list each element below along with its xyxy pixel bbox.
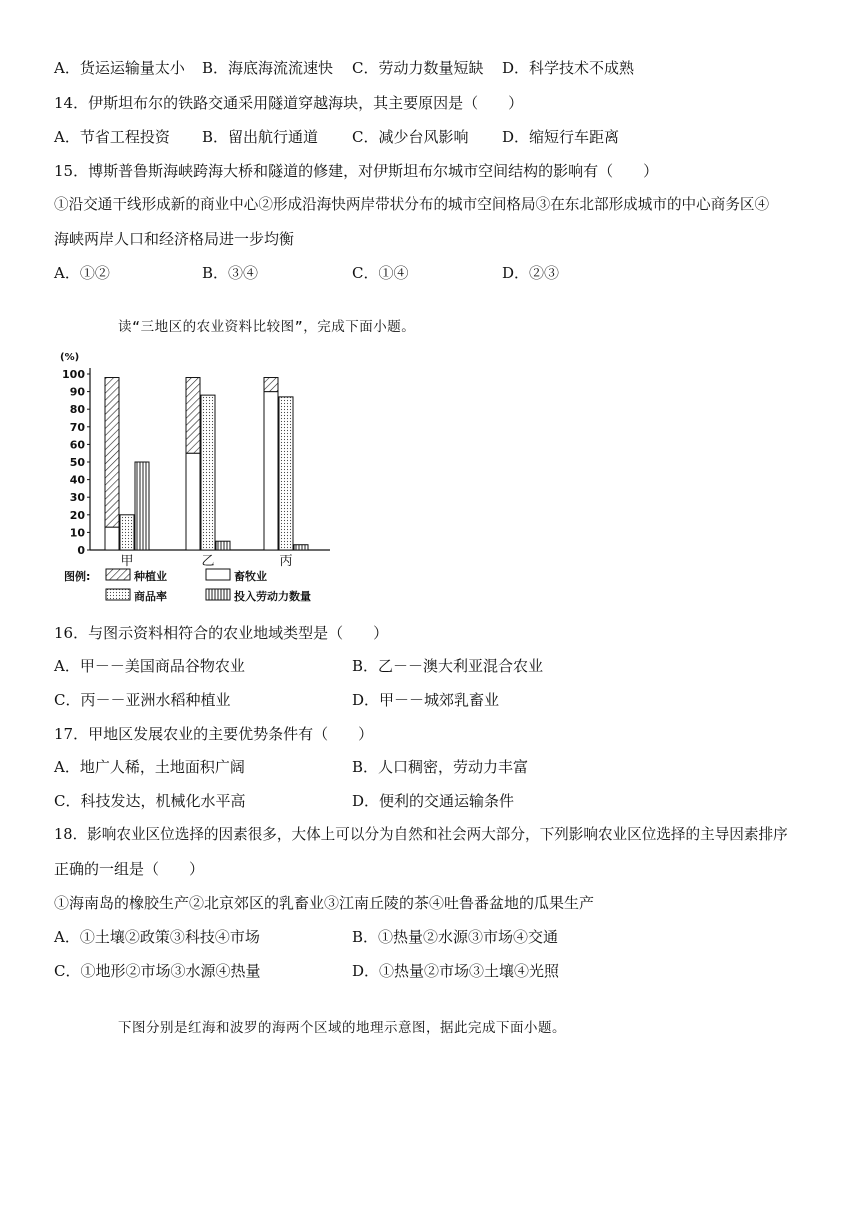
q18-option-d: D．①热量②市场③土壤④光照 (352, 962, 560, 980)
bar-crop (105, 378, 119, 528)
q16-option-d: D．甲－－城郊乳畜业 (352, 691, 500, 709)
bar-commodity-rate (120, 515, 134, 550)
y-tick-label: 60 (69, 438, 85, 452)
bar-labor-input (294, 545, 308, 550)
bar-labor-input (216, 541, 230, 550)
q13-option-d: D．科学技术不成熟 (502, 59, 635, 77)
y-tick-label: 40 (69, 473, 85, 487)
x-category-label: 甲 (120, 554, 134, 569)
bar-labor-input (135, 462, 149, 550)
legend-swatch-crop (106, 569, 130, 580)
legend-label-labor-input: 投入劳动力数量 (234, 590, 311, 603)
q16-stem: 16．与图示资料相符合的农业地域类型是（ ） (54, 624, 389, 642)
q18-stem-line1: 18．影响农业区位选择的因素很多，大体上可以分为自然和社会两大部分，下列影响农业区位选择的主导因素排序 (54, 826, 788, 843)
q17-option-c: C．科技发达，机械化水平高 (54, 792, 246, 810)
y-tick-label: 90 (69, 385, 85, 399)
y-tick-label: 70 (69, 420, 85, 434)
q18-option-b: B．①热量②水源③市场④交通 (352, 928, 559, 946)
y-tick-label: 30 (69, 491, 85, 505)
y-tick-label: 80 (69, 403, 85, 417)
q15-stem: 15．博斯普鲁斯海峡跨海大桥和隧道的修建，对伊斯坦布尔城市空间结构的影响有（ ） (54, 162, 659, 180)
q17-option-a: A．地广人稀，土地面积广阔 (54, 758, 245, 776)
legend-swatch-livestock (206, 569, 230, 580)
bar-livestock (105, 527, 119, 550)
q18-option-c: C．①地形②市场③水源④热量 (54, 962, 261, 980)
q13-option-a: A．货运运输量太小 (54, 59, 185, 77)
q17-stem: 17．甲地区发展农业的主要优势条件有（ ） (54, 725, 374, 743)
bar-crop (186, 378, 200, 454)
legend-label-livestock: 畜牧业 (234, 570, 267, 583)
chart-intro: 读“三地区的农业资料比较图”，完成下面小题。 (118, 319, 416, 335)
q16-option-b: B．乙－－澳大利亚混合农业 (352, 657, 544, 675)
q14-option-d: D．缩短行车距离 (502, 128, 620, 146)
legend-label-crop: 种植业 (134, 570, 167, 583)
q18-statement: ①海南岛的橡胶生产②北京郊区的乳畜业③江南丘陵的茶④吐鲁番盆地的瓜果生产 (54, 894, 595, 912)
y-tick-label: 100 (62, 368, 85, 381)
legend-label-commodity-rate: 商品率 (134, 590, 167, 603)
q17-option-b: B．人口稠密，劳动力丰富 (352, 758, 529, 776)
q17-option-d: D．便利的交通运输条件 (352, 792, 515, 810)
q18-stem-line2: 正确的一组是（ ） (54, 860, 205, 878)
q18-option-a: A．①土壤②政策③科技④市场 (54, 928, 260, 946)
q15-statement-line1: ①沿交通干线形成新的商业中心②形成沿海快两岸带状分布的城市空间格局③在东北部形成城市的中心商务区④ (54, 196, 770, 213)
y-tick-label: 0 (77, 544, 85, 557)
legend-swatch-labor-input (206, 589, 230, 600)
y-unit-label: (%) (60, 352, 80, 363)
q14-stem: 14．伊斯坦布尔的铁路交通采用隧道穿越海块，其主要原因是（ ） (54, 94, 524, 112)
q15-option-c: C．①④ (352, 264, 409, 282)
agriculture-comparison-chart (58, 348, 348, 610)
map-intro: 下图分别是红海和波罗的海两个区域的地理示意图，据此完成下面小题。 (118, 1020, 566, 1036)
q14-option-c: C．减少台风影响 (352, 128, 469, 146)
q16-option-a: A．甲－－美国商品谷物农业 (54, 657, 245, 675)
q14-option-a: A．节省工程投资 (54, 128, 170, 146)
q15-option-a: A．①② (54, 264, 110, 282)
bar-commodity-rate (201, 395, 215, 550)
q13-option-b: B．海底海流流速快 (202, 59, 334, 77)
q15-option-d: D．②③ (502, 264, 560, 282)
bar-livestock (264, 392, 278, 550)
x-category-label: 丙 (279, 554, 293, 569)
q15-statement-line2: 海峡两岸人口和经济格局进一步均衡 (54, 230, 295, 248)
y-tick-label: 10 (69, 526, 85, 540)
bar-livestock (186, 453, 200, 550)
y-tick-label: 20 (69, 508, 85, 522)
legend-title: 图例: (64, 570, 91, 583)
bar-crop (264, 378, 278, 392)
bar-commodity-rate (279, 397, 293, 550)
q16-option-c: C．丙－－亚洲水稻种植业 (54, 691, 231, 709)
legend-swatch-commodity-rate (106, 589, 130, 600)
q13-option-c: C．劳动力数量短缺 (352, 59, 484, 77)
x-category-label: 乙 (201, 554, 215, 569)
q15-option-b: B．③④ (202, 264, 259, 282)
q14-option-b: B．留出航行通道 (202, 128, 319, 146)
y-tick-label: 50 (69, 456, 85, 469)
